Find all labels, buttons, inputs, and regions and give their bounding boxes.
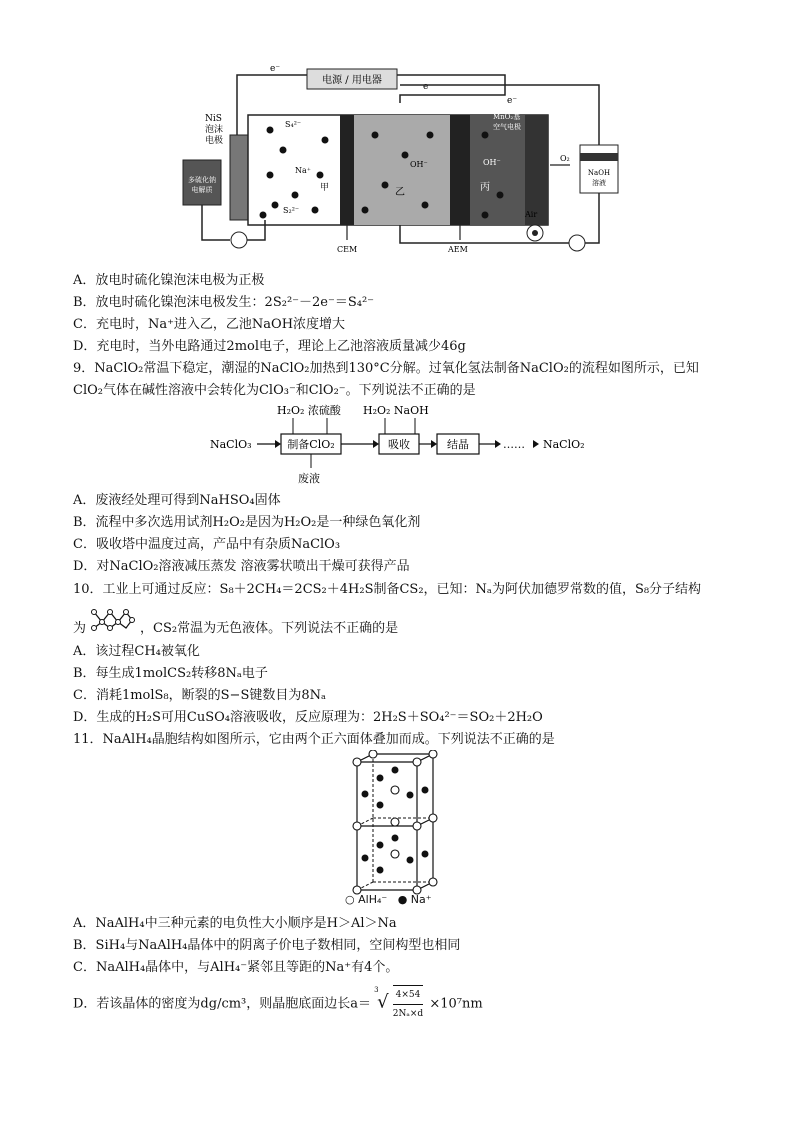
electron-label-1: e⁻ [270, 64, 281, 74]
q11-option-a: A．NaAlH₄中三种元素的电负性大小顺序是H＞Al＞Na [73, 916, 397, 931]
s2-label: S₂²⁻ [283, 206, 300, 215]
oh-label-2: OH⁻ [483, 158, 501, 167]
q8-option-a: A．放电时硫化镍泡沫电极为正极 [73, 273, 265, 288]
device-label: 电源 / 用电器 [322, 75, 382, 86]
right-electrode-2: 空气电极 [493, 123, 521, 131]
q10-stem-1: 10．工业上可通过反应：S₈＋2CH₄＝2CS₂＋4H₂S制备CS₂，已知：Nₐ为阿伏加德罗常数的值，S₈分子结构 [73, 582, 702, 597]
flow-start: NaClO₃ [210, 438, 252, 451]
q9-stem-2: ClO₂气体在碱性溶液中会转化为ClO₃⁻和ClO₂⁻。下列说法不正确的是 [73, 383, 476, 398]
left-tank-2: 电解质 [191, 186, 213, 194]
crystal-cell-diagram [345, 750, 445, 910]
root-index: 3 [374, 986, 379, 994]
q8-option-d: D．充电时，当外电路通过2mol电子，理论上乙池溶液质量减少46g [73, 339, 466, 354]
right-tank-2: 溶液 [592, 179, 606, 187]
flow-dots: …… [503, 438, 525, 451]
flow-box-2-label: 吸收 [388, 438, 410, 451]
flow-waste: 废液 [298, 472, 320, 485]
s4-label: S₄²⁻ [285, 120, 302, 129]
mno2-electrode [525, 115, 548, 225]
q9-option-d: D．对NaClO₂溶液减压蒸发 溶液雾状喷出干燥可获得产品 [73, 559, 410, 574]
fraction-den: 2Nₐ×d [392, 1009, 424, 1019]
fraction-num: 4×54 [393, 986, 423, 1005]
legend-na-label: Na⁺ [410, 893, 432, 906]
cem-label: CEM [337, 245, 358, 254]
battery-diagram [175, 55, 620, 260]
s8-structure-icon [90, 606, 136, 632]
flow-end: NaClO₂ [543, 438, 585, 451]
electron-label-3: e⁻ [507, 96, 518, 106]
cube-root: 3 √ $\frac{4\times 54}{\text{2Nₐ×d}}$ [377, 985, 423, 1023]
o2-label: O₂ [560, 154, 570, 163]
legend-na-icon: ● [397, 893, 408, 906]
left-electrode-1: NiS [205, 114, 222, 124]
left-electrode-2: 泡沫 [205, 125, 224, 135]
q10-option-c: C．消耗1molS₈，断裂的S−S键数目为8Nₐ [73, 688, 327, 703]
left-pump-icon [231, 232, 247, 248]
legend-al-label: AlH₄⁻ [358, 893, 388, 906]
crystal-legend [345, 893, 432, 906]
right-pump-icon [569, 235, 585, 251]
right-electrode-1: MnO₂基 [493, 113, 521, 121]
q8-option-b: B．放电时硫化镍泡沫电极发生：2S₂²⁻－2e⁻＝S₄²⁻ [73, 295, 375, 310]
chamber-bing [470, 115, 525, 225]
q11-option-d-tail: ×10⁷nm [429, 996, 483, 1012]
aem-label: AEM [448, 245, 468, 254]
q9-option-a: A．废液经处理可得到NaHSO₄固体 [73, 493, 281, 508]
q10-stem-2a: 为 [73, 621, 87, 636]
q11-option-d-text: D．若该晶体的密度为dg/cm³，则晶胞底面边长a＝ [73, 996, 372, 1012]
flow-input-1: H₂O₂ 浓硫酸 [277, 404, 341, 417]
legend-al-icon: ○ [345, 893, 355, 906]
oh-label-1: OH⁻ [410, 160, 428, 169]
na-label: Na⁺ [295, 166, 311, 175]
q11-stem: 11．NaAlH₄晶胞结构如图所示，它由两个正六面体叠加而成。下列说法不正确的是 [73, 732, 555, 747]
q9-stem-1: 9．NaClO₂常温下稳定，潮湿的NaClO₂加热到130°C分解。过氧化氢法制备NaClO₂的流程如图所示，已知 [73, 361, 699, 376]
flow-input-2: H₂O₂ NaOH [363, 404, 429, 417]
jia-label: 甲 [320, 183, 330, 193]
electron-label-2: e⁻ [423, 82, 434, 92]
q11-option-b: B．SiH₄与NaAlH₄晶体中的阴离子价电子数相同，空间构型也相同 [73, 938, 461, 953]
yi-label: 乙 [395, 187, 405, 198]
q9-option-b: B．流程中多次选用试剂H₂O₂是因为H₂O₂是一种绿色氧化剂 [73, 515, 421, 530]
flow-diagram [205, 400, 605, 485]
flow-box-3-label: 结晶 [447, 438, 469, 451]
q8-option-c: C．充电时，Na⁺进入乙，乙池NaOH浓度增大 [73, 317, 346, 332]
air-label: Air [525, 210, 538, 219]
aem-membrane [450, 115, 470, 225]
bing-label: 丙 [480, 182, 490, 193]
q10-option-d: D．生成的H₂S可用CuSO₄溶液吸收，反应原理为：2H₂S＋SO₄²⁻＝SO₂＋2H₂O [73, 710, 543, 725]
flow-box-1-label: 制备ClO₂ [287, 438, 335, 451]
nis-electrode [230, 135, 248, 220]
q11-option-c: C．NaAlH₄晶体中，与AlH₄⁻紧邻且等距的Na⁺有4个。 [73, 960, 399, 975]
q11-option-d [73, 985, 483, 1023]
left-electrode-3: 电极 [205, 136, 224, 146]
cem-membrane [340, 115, 354, 225]
q10-stem-2b: ，CS₂常温为无色液体。下列说法不正确的是 [140, 621, 399, 636]
right-tank-1: NaOH [587, 169, 611, 177]
left-tank-1: 多硫化钠 [188, 176, 216, 184]
q9-option-c: C．吸收塔中温度过高，产品中有杂质NaClO₃ [73, 537, 341, 552]
q10-option-b: B．每生成1molCS₂转移8Nₐ电子 [73, 666, 268, 681]
q10-option-a: A．该过程CH₄被氧化 [73, 644, 200, 659]
